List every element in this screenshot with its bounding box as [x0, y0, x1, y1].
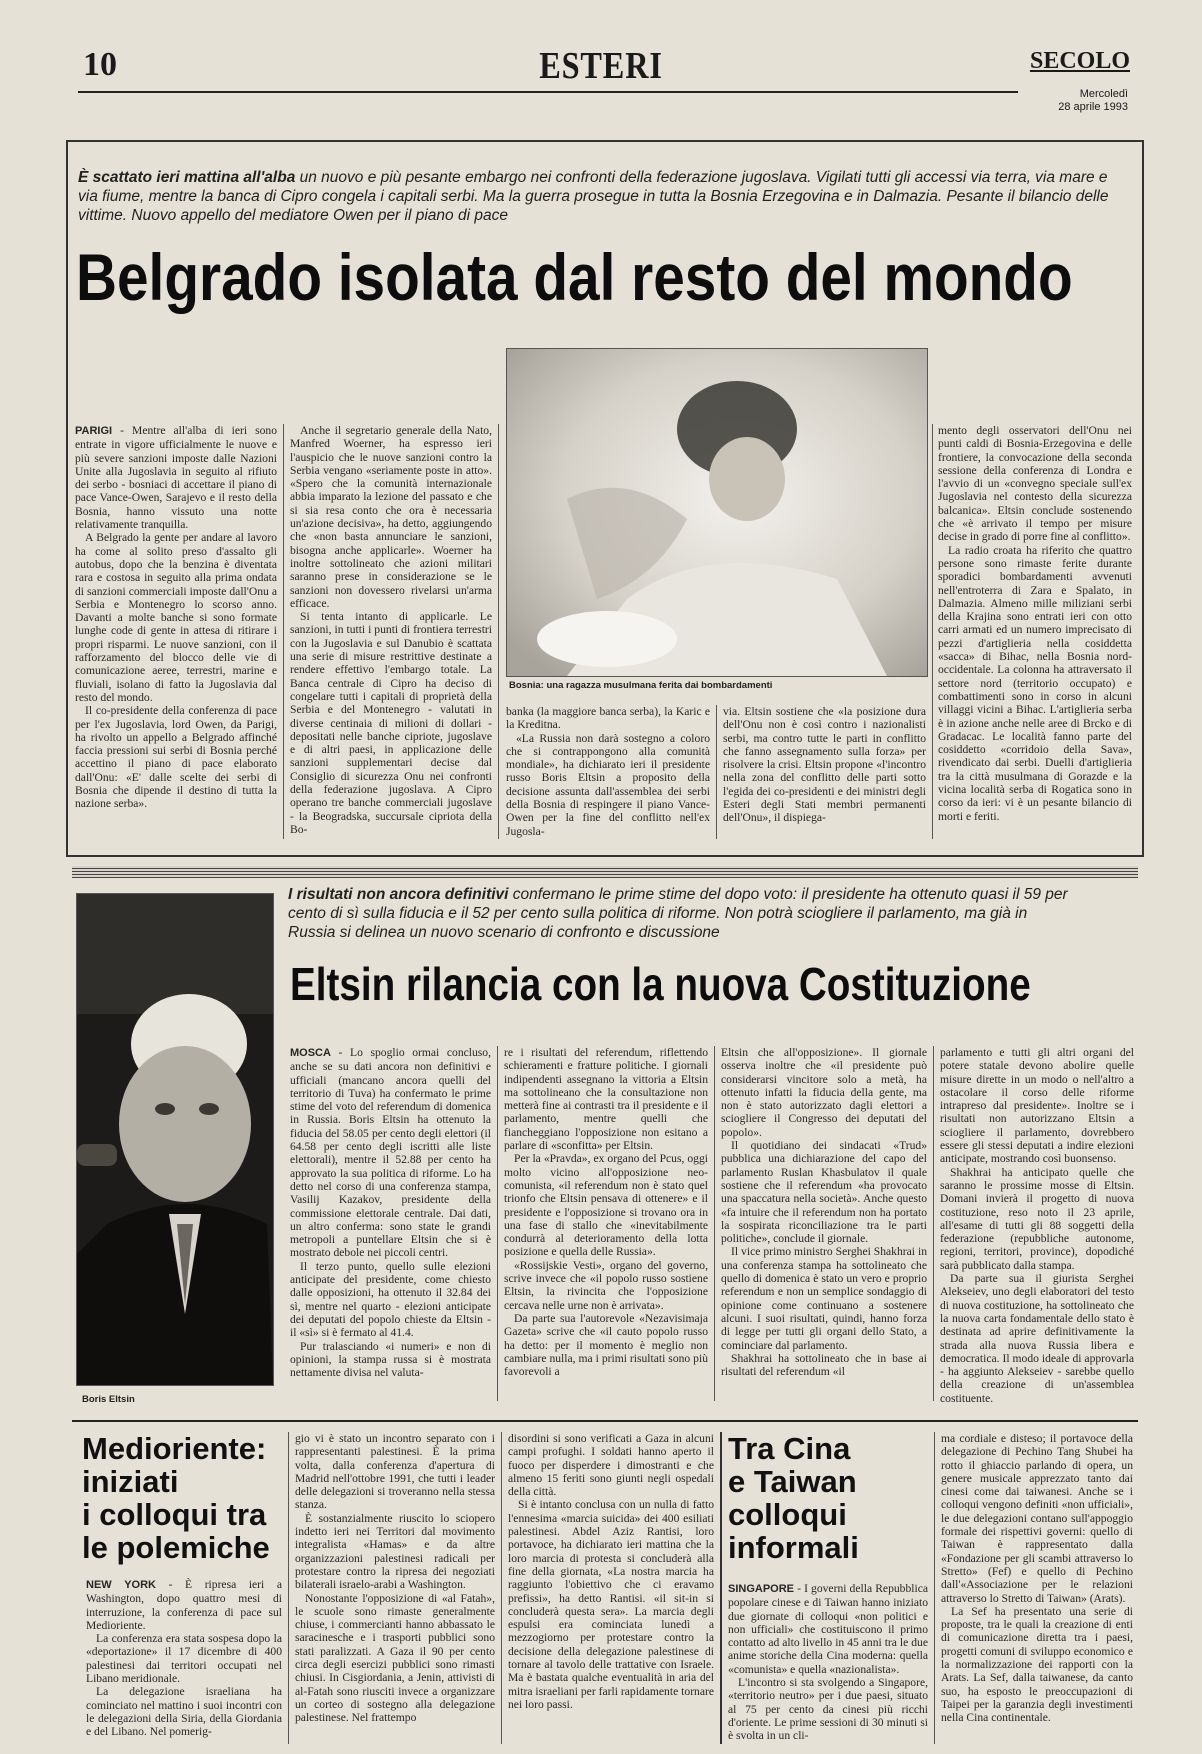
article-paragraph: La Sef ha presentato una serie di proposte, tra le quali la creazione di enti di comunicazione diretta tra i paesi, progetti comuni di sviluppo economico e la normalizzazione dei rapporti con la Arats. La Sef, dalla taiwanese, da canto suo, ha esposto le preoccupazioni di Taipei per la garanzia degli investimenti nella Cina continentale. [941, 1604, 1133, 1725]
article-paragraph: La conferenza era stata sospesa dopo la «deportazione» il 17 dicembre di 400 palestinesi dai territori occupati nel Libano meridionale. [86, 1632, 282, 1686]
column-divider [932, 424, 933, 839]
eltsin-dateline: MOSCA [290, 1047, 331, 1059]
taiwan-col-2 [941, 1432, 1133, 1748]
article-paragraph: Il terzo punto, quello sulle elezioni anticipate del presidente, come chiesto dalle opposizioni, ha ottenuto il 32.84 dei sì, mentre nel quarto - elezioni anticipate dei deputati del popolo chieste da Eltsin - il «sì» si è fermato al 41.4. [290, 1259, 491, 1340]
article-paragraph: - Lo spoglio ormai concluso, anche se su dati ancora non definitivi e ufficiali (mancano ancora quelli del territorio di Tuva) ha confermato le prime stime del voto del referendum di domenica in Russia. Boris Eltsin ha ottenuto la fiducia del 58.05 per cento degli elettori (il 64.58 per cento degli iscritti alle liste elettorali), mentre il 52.88 per cento ha approvato la sua politica di riforme. Lo ha detto nel corso di una conferenza stampa, Vasilij Kazakov, presidente della commissione elettorale centrale. Dai dati, un altro conferma: sono state le grandi metropoli a puntellare Eltsin che si è mostrato debole nei piccoli centri. [290, 1046, 491, 1260]
top-story-summary-lead: È scattato ieri mattina all'alba [78, 169, 296, 186]
article-paragraph: Per la «Pravda», ex organo del Pcus, oggi molto vicino all'opposizione neo-comunista, «il referendum non è stato quel trionfo che Eltsin pensava di ottenere» e il presidente e l'opposizione si trovano ora in una fase di stallo che «inevitabilmente condurrà al deterioramento della lotta posizione e quella delle Russia». [504, 1152, 708, 1259]
top-story-dateline: PARIGI [75, 425, 113, 437]
section-title: ESTERI [539, 45, 663, 87]
article-paragraph: La delegazione israeliana ha cominciato nel mattino i suoi incontri con le delegazioni della Siria, della Giordania e del Libano. Nel pomerig- [86, 1685, 282, 1739]
article-paragraph: Il co-presidente della conferenza di pace per l'ex Jugoslavia, lord Owen, da Parigi, ha rivolto un appello a Belgrado affinché faccia pressioni sui serbi di Bosnia perché accettino il piano di pace elaborato dall'Onu: «E' dalle scelte dei serbi di Bosnia che dipende il destino di tutta la nazione serba». [75, 704, 277, 811]
mideast-headline-line: i colloqui tra [82, 1497, 267, 1532]
article-paragraph: Shakhrai ha anticipato quelle che saranno le prossime mosse di Eltsin. Domani invierà il progetto di nuova costituzione, reso noto il 23 aprile, all'esame di tutti gli 88 soggetti della federazione (repubbliche autonome, regioni, territori, province), dopodiché sarà pubblicato dalla stampa. [940, 1165, 1134, 1272]
column-divider [933, 1046, 934, 1401]
mideast-dateline: NEW YORK [86, 1579, 156, 1591]
article-paragraph: Da parte sua il giurista Serghei Alekseiev, uno degli elaboratori del testo di nuova costituzione, ha sottolineato che la nuova carta fondamentale dello stato è destinata ad aprire definitivamente la strada alla nuova Russia libera e democratica. Il modo ideale di approvarla - ha aggiunto Alekseiev - sarebbe quello della creazione di un'assemblea costituente. [940, 1272, 1134, 1405]
article-paragraph: Da parte sua l'autorevole «Nezavisimaja Gazeta» scrive che «il cauto popolo russo ha detto: per il momento è meglio non cambiare nulla, ma i primi risultati sono più favorevoli a [504, 1311, 708, 1379]
column-divider [501, 1432, 502, 1744]
column-divider [283, 424, 284, 839]
top-story-summary-text: un nuovo e più pesante embargo nei confronti della federazione jugoslava. Vigilati tutti gli accessi via terra, via mare e via fiume, mentre la banca di Cipro congela i capitali serbi. Ma la guerra prosegue in tutta la Bosnia Erzegovina e in Dalmazia. Pesante il bilancio delle vittime. Nuovo appello del mediatore Owen per il piano di pace [78, 169, 1109, 224]
column-divider [720, 1432, 722, 1744]
mideast-headline-line: iniziati [82, 1464, 179, 1499]
issue-date-text: 28 aprile 1993 [1058, 101, 1128, 113]
column-divider [934, 1432, 935, 1744]
eltsin-photo-image [77, 894, 273, 1385]
article-paragraph: via. Eltsin sostiene che «la posizione dura dell'Onu non è così contro i nazionalisti serbi, ma contro tutte le parti in conflitto che fanno assegnamento sulla forza» per risolvere la crisi. Eltsin propone «l'incontro nella zona del conflitto delle parti sotto l'egida dei co-presidenti e dei ministri degli Esteri degli Stati membri permanenti dell'Onu», il dispiega- [723, 705, 926, 825]
bosnia-photo [506, 348, 928, 677]
eltsin-col-3 [721, 1046, 927, 1406]
article-paragraph: banka (la maggiore banca serba), la Karic e la Kreditna. [506, 705, 710, 732]
eltsin-photo [76, 893, 274, 1386]
article-paragraph: - I governi della Repubblica popolare cinese e di Taiwan hanno iniziato due giornate di colloqui «non politici e non ufficiali» che costituiscono il primo contatto ad alto livello in 45 anni tra le due anime storiche della Cina moderna: quella «comunista» e quella «nazionalista». [728, 1582, 928, 1676]
issue-weekday: Mercoledì [1079, 88, 1128, 100]
article-paragraph: «La Russia non darà sostegno a coloro che si contrappongono alla comunità mondiale», ha dichiarato ieri il presidente russo Boris Eltsin a proposito della decisione assunta dall'assemblea dei serbi della Bosnia di respingere il piano Vance-Owen per la fine del conflitto nell'ex Jugosla- [506, 731, 710, 838]
page-number: 10 [83, 46, 117, 83]
column-divider [497, 1046, 498, 1401]
article-paragraph: Si tenta intanto di applicarle. Le sanzioni, in tutti i punti di frontiera terrestri con la Jugoslavia e sul Danubio è scattata una serie di misure restrittive destinate a rendere effettivo l'embargo totale. La Banca centrale di Cipro ha deciso di congelare tutti i capitali di proprietà della Serbia e del Montenegro - valutati in diverse centinaia di milioni di dollari - depositati nelle banche cipriote, jugoslave e di altri paesi, in applicazione delle sanzioni supplementari decise dal Consiglio di sicurezza Onu nei confronti della federazione jugoslava. A Cipro operano tre banche commerciali jugoslave - la Beogradska, succursale cipriota della Bo- [290, 610, 492, 836]
eltsin-summary-text: confermano le prime stime del dopo voto: il presidente ha ottenuto quasi il 59 per cento di sì sulla fiducia e il 52 per cento sulla politica di riforme. Non potrà sciogliere il parlamento, ma già in Russia si delinea un nuovo scenario di confronto e discussione [288, 886, 1068, 941]
mideast-headline-line: le polemiche [82, 1530, 270, 1565]
mideast-col-1 [86, 1578, 282, 1748]
article-paragraph: Il quotidiano dei sindacati «Trud» pubblica una dichiarazione del capo del parlamento Ruslan Khasbulatov il quale sostiene che il referendum «ha provocato una spaccatura nella società». Anche questo «fa intuire che il referendum non ha portato la sospirata riconciliazione tra le parti politiche», conclude il giornale. [721, 1139, 927, 1246]
bosnia-photo-image [507, 349, 927, 676]
article-paragraph: - Mentre all'alba di ieri sono entrate in vigore ufficialmente le nuove e più severe sanzioni imposte dalle Nazioni Unite alla Jugoslavia in seguito al rifiuto dei serbo - bosniaci di accettare il piano di pace Vance-Owen, Sarajevo e il resto della Bosnia, hanno vissuto una notte relativamente tranquilla. [75, 424, 277, 532]
article-paragraph: L'incontro si sta svolgendo a Singapore, «territorio neutro» per i due paesi, situato al 75 per cento da cinesi più ricchi d'oriente. Le prime sessioni di 30 minuti si è svolta in un cli- [728, 1676, 928, 1743]
taiwan-headline-line: informali [728, 1530, 859, 1565]
top-story-headline: Belgrado isolata dal resto del mondo [76, 240, 1073, 314]
issue-date [1000, 88, 1128, 114]
article-paragraph: disordini si sono verificati a Gaza in alcuni campi profughi. I soldati hanno aperto il fuoco per disperdere i dimostranti e che almeno 15 feriti sono giunti negli ospedali della città. [508, 1432, 714, 1499]
article-paragraph: A Belgrado la gente per andare al lavoro ha come al solito preso d'assalto gli autobus, dopo che la benzina è diventata rara e costosa in seguito alla prima ondata di sanzioni commerciali imposte dall'Onu a Serbia e Montenegro lo scorso anno. Davanti a molte banche si sono formate lunghe code di gente in attesa di ritirare i propri risparmi. Le nuove sanzioni, con il rafforzamento del blocco delle vie di comunicazione aeree, terrestri, marine e fluviali, isolano di fatto la Jugoslavia dal resto del mondo. [75, 531, 277, 704]
mideast-headline-line: Medioriente: [82, 1431, 267, 1466]
mideast-col-3 [508, 1432, 714, 1748]
column-divider [498, 424, 499, 839]
mideast-headline [82, 1432, 282, 1564]
taiwan-dateline: SINGAPORE [728, 1583, 795, 1595]
eltsin-photo-caption: Boris Eltsin [82, 1394, 135, 1405]
bosnia-photo-caption: Bosnia: una ragazza musulmana ferita dai bombardamenti [509, 680, 773, 691]
article-paragraph: «Rossijskie Vesti», organo del governo, scrive invece che «il popolo russo sostiene Eltsin, la rivincita che l'opposizione cercava nelle urne non è arrivata». [504, 1258, 708, 1312]
eltsin-col-4 [940, 1046, 1134, 1406]
article-paragraph: Pur tralasciando «i numeri» e non di opinioni, la stampa russa si è mostrata nettamente divisa nel valuta- [290, 1339, 491, 1380]
column-divider [716, 705, 717, 839]
top-story-col-2 [290, 424, 492, 844]
article-paragraph: Nonostante l'opposizione di «al Fatah», le scuole sono rimaste generalmente chiuse, i commercianti hanno abbassato le saracinesche e i trasporti pubblici sono stati paralizzati. A Gaza il 90 per cento circa degli esercizi pubblici sono rimasti chiusi. In Cisgiordania, a Jenin, attivisti di al-Fatah sono riusciti invece a organizzare un corteo di sostegno alla delegazione palestinese. Nel frattempo [295, 1591, 495, 1725]
masthead-logo: SECOLO [1029, 48, 1130, 74]
taiwan-headline-line: e Taiwan [728, 1464, 857, 1499]
column-divider [288, 1432, 289, 1744]
column-divider [714, 1046, 715, 1401]
article-paragraph: Si è intanto conclusa con un nulla di fatto l'ennesima «marcia suicida» dei 400 esiliati palestinesi. Abdel Aziz Rantisi, loro portavoce, ha dichiarato ieri mattina che la loro marcia di protesta si concluderà alla fine della giornata, «La nostra marcia ha raggiunto l'obiettivo che ci eravamo prefissi», ha detto Rantisi. «il sit-in si concluderà questa sera». La marcia degli espulsi era cominciata lunedì a mezzogiorno per protestare contro la decisione della delegazione palestinese di tornare al tavolo delle trattative con Israele. Ma è bastata qualche eventualità in aria del mitra israeliani per farli rapidamente tornare nei loro passi. [508, 1498, 714, 1711]
article-paragraph: - È ripresa ieri a Washington, dopo quattro mesi di interruzione, la conferenza di pace sul Medioriente. [86, 1578, 282, 1632]
article-paragraph: mento degli osservatori dell'Onu nei punti caldi di Bosnia-Erzegovina e delle frontiere, la convocazione della seconda sessione della conferenza di Londra e l'avvio di un «convegno speciale sull'ex Jugoslavia nel contesto della sicurezza balcanica». Eltsin conclude sostenendo che «è arrivato il tempo per misure decise in grado di porre fine al conflitto». [938, 424, 1132, 544]
top-story-col-4 [723, 705, 926, 843]
section-band-rule [72, 866, 1138, 878]
article-paragraph: Shakhrai ha sottolineato che in base ai risultati del referendum «il [721, 1351, 927, 1379]
top-story-col-5 [938, 424, 1132, 844]
top-story-col-1 [75, 424, 277, 844]
bottom-section-rule [72, 1420, 1138, 1422]
article-paragraph: parlamento e tutti gli altri organi del potere statale devono abolire quelle misure dirette in un modo o nell'altro a ostacolare il corso delle riforme intrapreso dal presidente». Inoltre se i risultati non autorizzano Eltsin a sciogliere il parlamento, dovrebbero essere gli stessi deputati a indire elezioni anticipate, mostrando così buonsenso. [940, 1046, 1134, 1166]
taiwan-headline-line: colloqui [728, 1497, 847, 1532]
eltsin-col-2 [504, 1046, 708, 1406]
article-paragraph: ma cordiale e disteso; il portavoce della delegazione di Pechino Tang Shubei ha rotto il ghiaccio parlando di opera, un genere musicale apprezzato tanto dai cinesi come dai taiwanesi. Anche se i colloqui vengono definiti «non ufficiali», le due delegazioni contano sull'appoggio formale dei rispettivi governi: quello di Taiwan è rappresentato dalla «Fondazione per gli scambi attraverso lo Stretto» (Fef) e quello di Pechino dall'«Associazione per le relazioni attraverso lo Stretto di Taiwan» (Arats). [941, 1432, 1133, 1605]
mideast-col-2 [295, 1432, 495, 1748]
article-paragraph: È sostanzialmente riuscito lo sciopero indetto ieri nei Territori dal movimento integralista «Hamas» e da altre organizzazioni palestinesi radicali per protestare contro la ripresa dei negoziati bilaterali israelo-arabi a Washington. [295, 1511, 495, 1592]
eltsin-summary [288, 885, 1068, 942]
eltsin-col-1 [290, 1046, 491, 1406]
eltsin-summary-lead: I risultati non ancora definitivi [288, 886, 509, 903]
header-rule [78, 91, 1018, 93]
top-story-col-3 [506, 705, 710, 843]
article-paragraph: Eltsin che all'opposizione». Il giornale osserva inoltre che «il presidente può considerarsi vincitore solo a metà, ha ottenuto infatti la fiducia della gente, ma non è stato autorizzato dagli elettori a sciogliere il Congresso dei deputati del popolo». [721, 1046, 927, 1139]
article-paragraph: Anche il segretario generale della Nato, Manfred Woerner, ha espresso ieri l'auspicio che le nuove sanzioni contro la Serbia vengano «seriamente poste in atto». «Spero che la comunità internazionale abbia imparato la lezione del passato e che si sia resa conto che ora è necessaria un'azione decisiva», ha detto, aggiungendo che «non basta annunciare le sanzioni, bisogna anche applicarle». Woerner ha inoltre sottolineato che azioni militari saranno prese in considerazione se le sanzioni non dovessero rivelarsi un'arma efficace. [290, 424, 492, 610]
taiwan-headline-line: Tra Cina [728, 1431, 851, 1466]
top-story-summary [78, 168, 1128, 225]
taiwan-col-1 [728, 1582, 928, 1748]
article-paragraph: re i risultati del referendum, riflettendo schieramenti e fratture politiche. I giornali indipendenti assegnano la vittoria a Eltsin ma sottolineano che la consultazione non metterà fine ai contrasti tra il presidente e il parlamento, mentre quelli che fiancheggiano l'opposizione non esitano a parlare di «sconfitta» per Eltsin. [504, 1046, 708, 1153]
eltsin-headline: Eltsin rilancia con la nuova Costituzione [290, 958, 1031, 1010]
taiwan-headline [728, 1432, 928, 1564]
article-paragraph: Il vice primo ministro Serghei Shakhrai in una conferenza stampa ha sottolineato che quello di domenica è stato un vero e proprio referendum e non un semplice sondaggio di opinione come continuano a sostenere alcuni. I suoi risultati, quindi, hanno forza di legge per tutti gli organi dello Stato, a cominciare dal parlamento. [721, 1245, 927, 1352]
article-paragraph: gio vi è stato un incontro separato con i rappresentanti palestinesi. È la prima volta, dalla conferenza d'apertura di Madrid nell'ottobre 1991, che tutti i leader delle delegazioni si troveranno nella stessa stanza. [295, 1432, 495, 1512]
article-paragraph: La radio croata ha riferito che quattro persone sono rimaste ferite durante sporadici bombardamenti avvenuti nell'entroterra di Zara e Spalato, in Dalmazia. Almeno mille miliziani serbi della Krajina sono entrati ieri con otto carri armati ed un numero imprecisato di pezzi d'artiglieria nella cosiddetta «sacca» di Bihac, nella Bosnia nord-occidentale. La colonna ha attraversato il settore nord (territorio occupato) e combattimenti sono in corso in alcuni villaggi vicini a Bihac. L'artiglieria serba è in azione anche nelle aree di Brcko e di Gradacac. Le località fanno parte del cosiddetto «corridoio della Sava», rivendicato dai serbi. Duelli d'artiglieria tra la città musulmana di Gorazde e la vicina località serba di Rogatica sono in corso da ieri: vi è un pesante bilancio di morti e feriti. [938, 543, 1132, 823]
